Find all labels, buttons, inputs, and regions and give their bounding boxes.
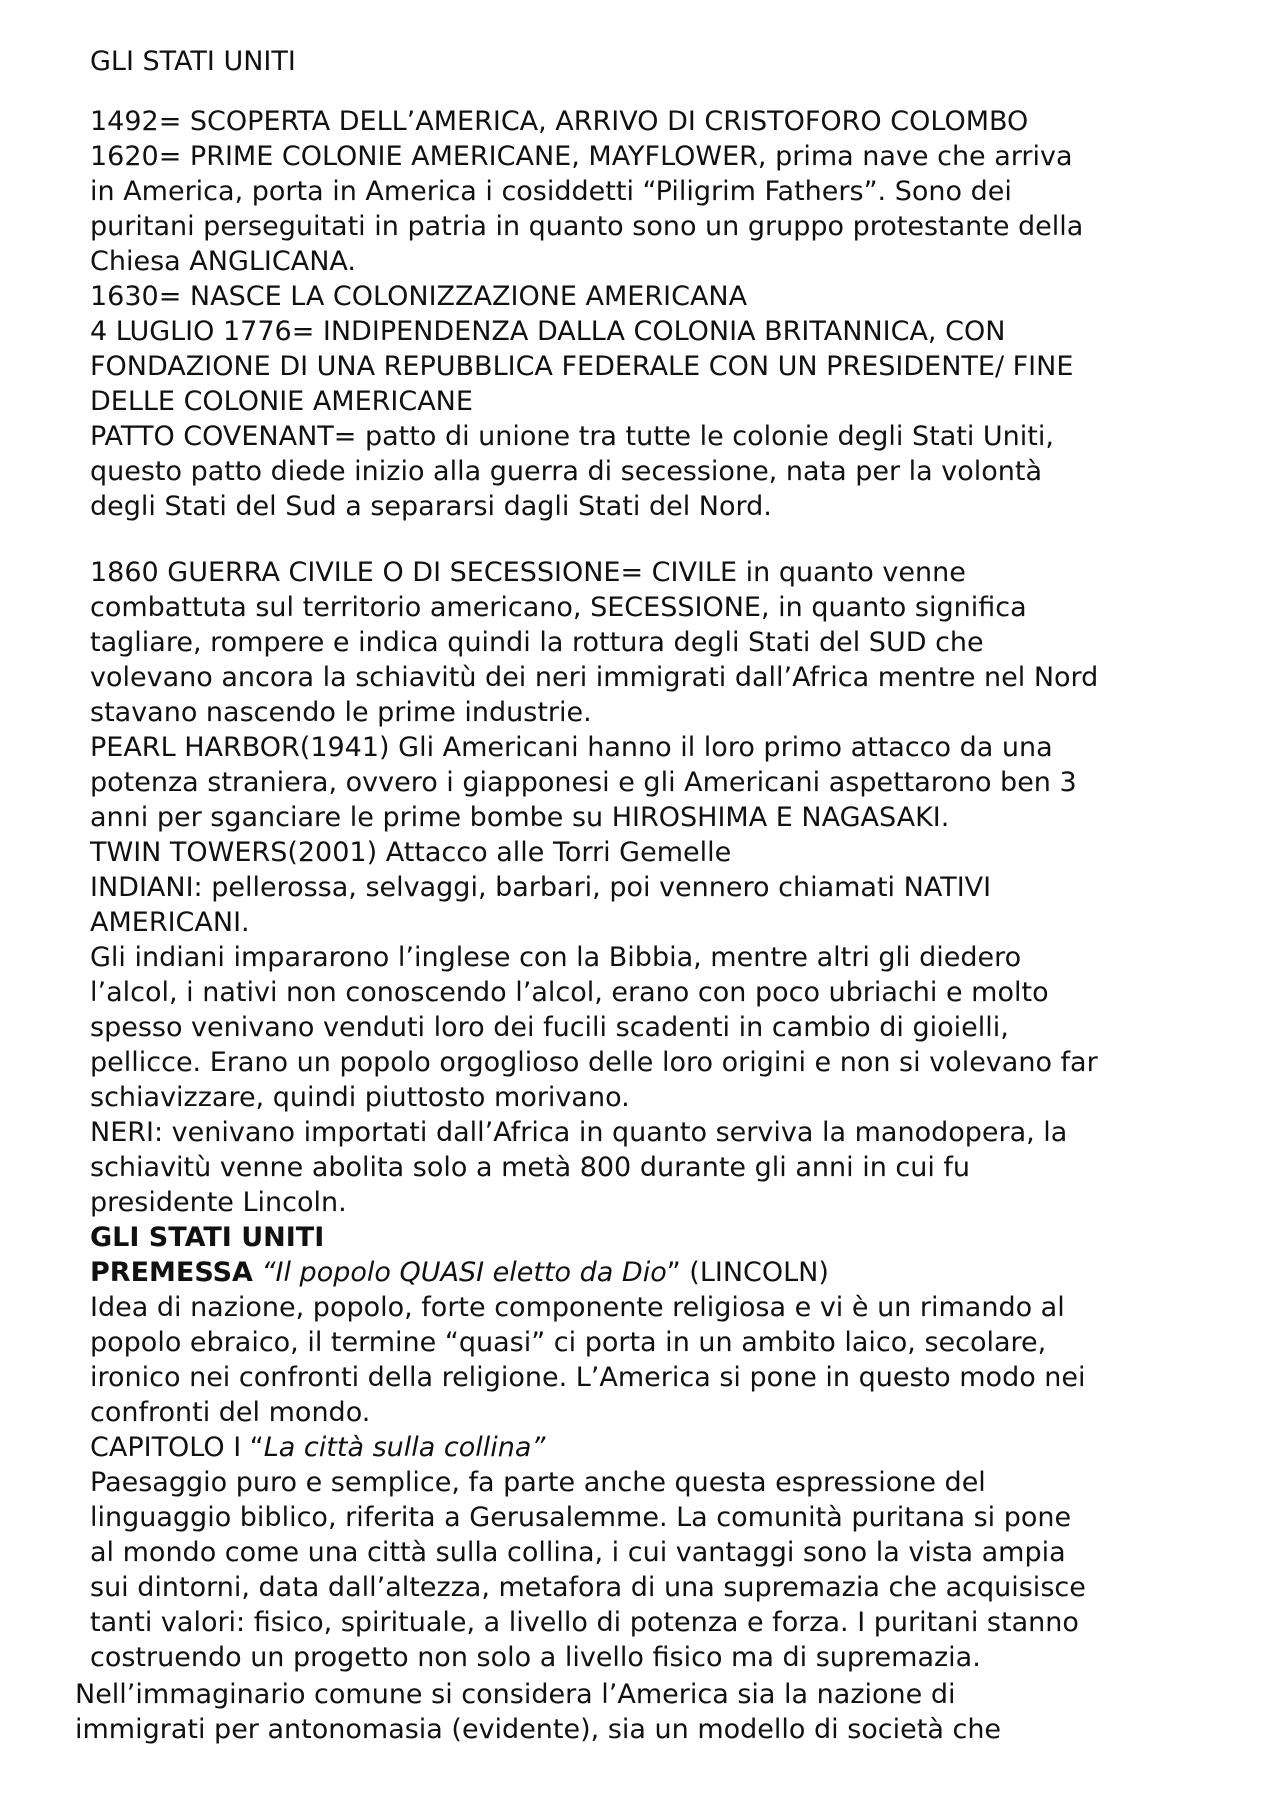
paragraph-twin-towers: TWIN TOWERS(2001) Attacco alle Torri Gemelle — [90, 837, 732, 868]
paragraph-premessa: Idea di nazione, popolo, forte componente religiosa e vi è un rimando al popolo ebraico, il termine “quasi” ci porta in un ambito laico, secolare, ironico nei confronti della religione. L’America si pone in questo modo nei confronti del mondo. — [90, 1292, 1086, 1428]
premessa-label: PREMESSA — [90, 1257, 253, 1288]
paragraph-neri: NERI: venivano importati dall’Africa in quanto serviva la manodopera, la schiavitù venne abolita solo a metà 800 durante gli anni in cui fu presidente Lincoln. — [90, 1117, 1068, 1218]
timeline-entry-1620: 1620= PRIME COLONIE AMERICANE, MAYFLOWER, prima nave che arriva in America, porta in America i cosiddetti “Piligrim Fathers”. Sono dei puritani perseguitati in patria in quanto sono un gruppo protestante della Chiesa ANGLICANA. — [90, 141, 1084, 277]
paragraph-civil-war: 1860 GUERRA CIVILE O DI SECESSIONE= CIVILE in quanto venne combattuta sul territorio americano, SECESSIONE, in quanto significa tagliare, rompere e indica quindi la rottura degli Stati del SUD che volevano ancora la schiavitù dei neri immigrati dall’Africa mentre nel Nord stavano nascendo le prime industrie. — [90, 557, 1099, 728]
paragraph-pearl-harbor: PEARL HARBOR(1941) Gli Americani hanno il loro primo attacco da una potenza straniera, ovvero i giapponesi e gli Americani aspettarono ben 3 anni per sganciare le prime bombe su HIROSHIMA E NAGASAKI. — [90, 732, 1077, 833]
paragraph-closing: Nell’immaginario comune si considera l’America sia la nazione di immigrati per antonomasia (evidente), sia un modello di società che — [75, 1679, 1002, 1745]
timeline-section — [90, 104, 1240, 524]
premessa-line: PREMESSA “Il popolo QUASI eletto da Dio” (LINCOLN) — [90, 1257, 829, 1288]
history-section — [90, 555, 1240, 1675]
timeline-entry-1776: 4 LUGLIO 1776= INDIPENDENZA DALLA COLONIA BRITANNICA, CON FONDAZIONE DI UNA REPUBBLICA FEDERALE CON UN PRESIDENTE/ FINE DELLE COLONIE AMERICANE — [90, 316, 1074, 417]
paragraph-chapter: Paesaggio puro e semplice, fa parte anche questa espressione del linguaggio biblico, riferita a Gerusalemme. La comunità puritana si pone al mondo come una città sulla collina, i cui vantaggi sono la vista ampia sui dintorni, data dall’altezza, metafora di una supremazia che acquisisce tanti valori: fisico, spirituale, a livello di potenza e forza. I puritani stanno costruendo un progetto non solo a livello fisico ma di supremazia. — [90, 1467, 1086, 1673]
document-title: GLI STATI UNITI — [90, 46, 296, 77]
paragraph-indiani-alcol: Gli indiani impararono l’inglese con la Bibbia, mentre altri gli diedero l’alcol, i nativi non conoscendo l’alcol, erano con poco ubriachi e molto spesso venivano venduti loro dei fucili scadenti in cambio di gioielli, pellicce. Erano un popolo orgoglioso delle loro origini e non si volevano far schiavizzare, quindi piuttosto morivano. — [90, 942, 1098, 1113]
chapter-heading: CAPITOLO I “La città sulla collina” — [90, 1432, 546, 1463]
timeline-entry-1630: 1630= NASCE LA COLONIZZAZIONE AMERICANA — [90, 281, 748, 312]
premessa-quote: “Il popolo QUASI eletto da Dio — [261, 1257, 667, 1288]
timeline-entry-covenant: PATTO COVENANT= patto di unione tra tutte le colonie degli Stati Uniti, questo patto diede inizio alla guerra di secessione, nata per la volontà degli Stati del Sud a separarsi dagli Stati del Nord. — [90, 421, 1054, 522]
timeline-entry-1492: 1492= SCOPERTA DELL’AMERICA, ARRIVO DI CRISTOFORO COLOMBO — [90, 106, 1029, 137]
chapter-title: La città sulla collina” — [263, 1432, 546, 1463]
paragraph-indiani: INDIANI: pellerossa, selvaggi, barbari, poi vennero chiamati NATIVI AMERICANI. — [90, 872, 992, 938]
section-heading: GLI STATI UNITI — [90, 1222, 325, 1253]
